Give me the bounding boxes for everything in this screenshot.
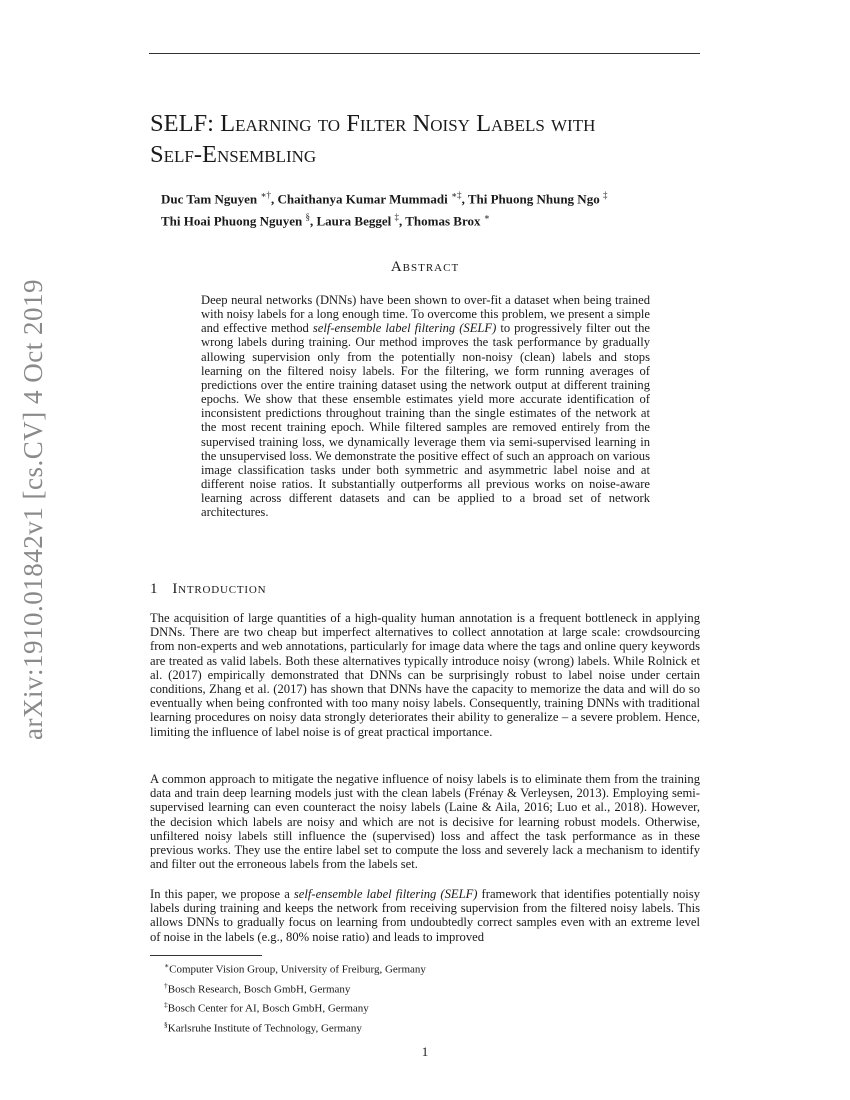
author-name: Thi Hoai Phuong Nguyen [161,213,306,229]
author-name: , Chaithanya Kumar Mummadi [270,191,451,207]
abstract-heading: Abstract [390,259,460,275]
title-segment: SELF: L [150,110,236,137]
author-list [161,186,721,231]
abstract-text: Deep neural networks (DNNs) have been shown to over-fit a dataset when being trained with noisy labels for a long enough time. To overcome this problem, we present a simple and effective method [201,293,650,336]
paragraph-text: framework that identifies potentially noisy labels during training and keeps the network from receiving supervision from the filtered noisy labels. This allows DNNs to gradually focus on learning from undoubtedly correct samples even with an extreme level of noise in the labels (e.g., 80% noise ratio) and leads to improved [150,887,700,944]
title-segment: S [150,141,164,168]
abstract-body [201,293,650,520]
footnote [164,958,704,978]
footnote-text: Bosch Research, Bosch GmbH, Germany [167,983,351,996]
author-name: , Thi Phuong Nhung Ngo [461,191,603,207]
title-segment: E [202,141,217,168]
footnote-rule [150,955,262,956]
affiliation-mark: § [305,212,310,223]
paper-title [150,108,710,170]
author-name: , Laura Beggel [310,213,395,229]
title-segment: earning to [235,110,347,137]
author-name: , Thomas Brox [399,213,484,229]
header-rule [149,53,700,54]
footnote-mark: ‡ [164,1000,168,1010]
affiliation-mark: ‡ [394,212,399,223]
footnote-text: Karlsruhe Institute of Technology, Germany [167,1022,362,1035]
paragraph [150,887,700,944]
footnote-list [164,958,704,1037]
title-segment: oisy [430,110,477,137]
affiliation-mark: ∗ [483,212,490,223]
author-name: Duc Tam Nguyen [161,191,261,207]
abstract-text: to progressively filter out the wrong labels during training. Our method improves the task performance by gradually allowing supervision only from the potentially non-noisy (clean) labels and stops learning on the filtered noisy labels. For the filtering, we form running averages of predictions over the entire training dataset using the network output at different training epochs. We show that these ensemble estimates yield more accurate identification of inconsistent predictions throughout training than the single estimates of the network at the most recent training epoch. While filtered samples are removed entirely from the supervised training loss, we dynamically leverage them via semi-supervised learning in the unsupervised loss. We demonstrate the positive effect of such an approach on various image classification tasks under both symmetric and asymmetric label noise and at different noise ratios. It substantially outperforms all previous works on noise-aware learning across different datasets and can be applied to a broad set of network architectures. [201,321,651,520]
section-number: 1 [150,581,159,597]
footnote-mark: § [164,1019,168,1029]
footnote-mark: † [164,980,168,990]
affiliation-mark: ∗† [260,190,271,200]
title-segment: nsembling [217,141,317,168]
title-segment: L [476,110,492,137]
section-title: Introduction [172,581,267,597]
abstract-emphasis: self-ensemble label filtering (SELF) [312,321,497,336]
title-segment: N [412,110,431,137]
paragraph-text: In this paper, we propose a [150,887,294,901]
title-segment: abels with [491,110,596,137]
title-segment: F [346,110,360,137]
footnote-text: Bosch Center for AI, Bosch GmbH, Germany [167,1002,369,1015]
arxiv-identifier[interactable]: arXiv:1910.01842v1 [cs.CV] 4 Oct 2019 [18,279,48,740]
title-segment: ilter [359,110,413,137]
paragraph: A common approach to mitigate the negative influence of noisy labels is to eliminate them from the training data and train deep learning models just with the clean labels (Frénay & Verleysen, 2013). Employing semi-supervised learning can even counteract the noisy labels (Laine & Aila, 2016; Luo et al., 2018). However, the decision which labels are noisy and which are not is decisive for learning robust models. Otherwise, unfiltered noisy labels still influence the (supervised) loss and affect the task performance as in these previous works. They use the entire label set to compute the loss and severely lack a mechanism to identify and filter out the erroneous labels from the labels set. [150,772,700,872]
footnote-mark: ∗ [164,961,170,970]
footnote [164,978,704,998]
footnote-text: Computer Vision Group, University of Freiburg, Germany [169,963,426,976]
footnote [164,1017,704,1037]
footnote [164,997,704,1017]
title-segment: elf- [163,141,203,168]
affiliation-mark: ∗‡ [450,190,462,200]
paragraph: The acquisition of large quantities of a high-quality human annotation is a frequent bottleneck in applying DNNs. There are two cheap but imperfect alternatives to collect annotation at large scale: crowdsourcing from non-experts and web annotations, particularly for image data where the tags and online query keywords are treated as valid labels. Both these alternatives typically introduce noisy (wrong) labels. While Rolnick et al. (2017) empirically demonstrated that DNNs can be surprisingly robust to label noise under certain conditions, Zhang et al. (2017) has shown that DNNs have the capacity to memorize the data and will do so eventually when being confronted with too many noisy labels. Consequently, training DNNs with traditional learning procedures on noisy data strongly deteriorates their ability to generalize – a severe problem. Hence, limiting the influence of label noise is of great practical importance. [150,611,700,739]
paragraph-emphasis: self-ensemble label filtering (SELF) [293,887,478,901]
section-heading [150,581,266,598]
affiliation-mark: ‡ [602,190,608,200]
page-number: 1 [421,1044,429,1059]
